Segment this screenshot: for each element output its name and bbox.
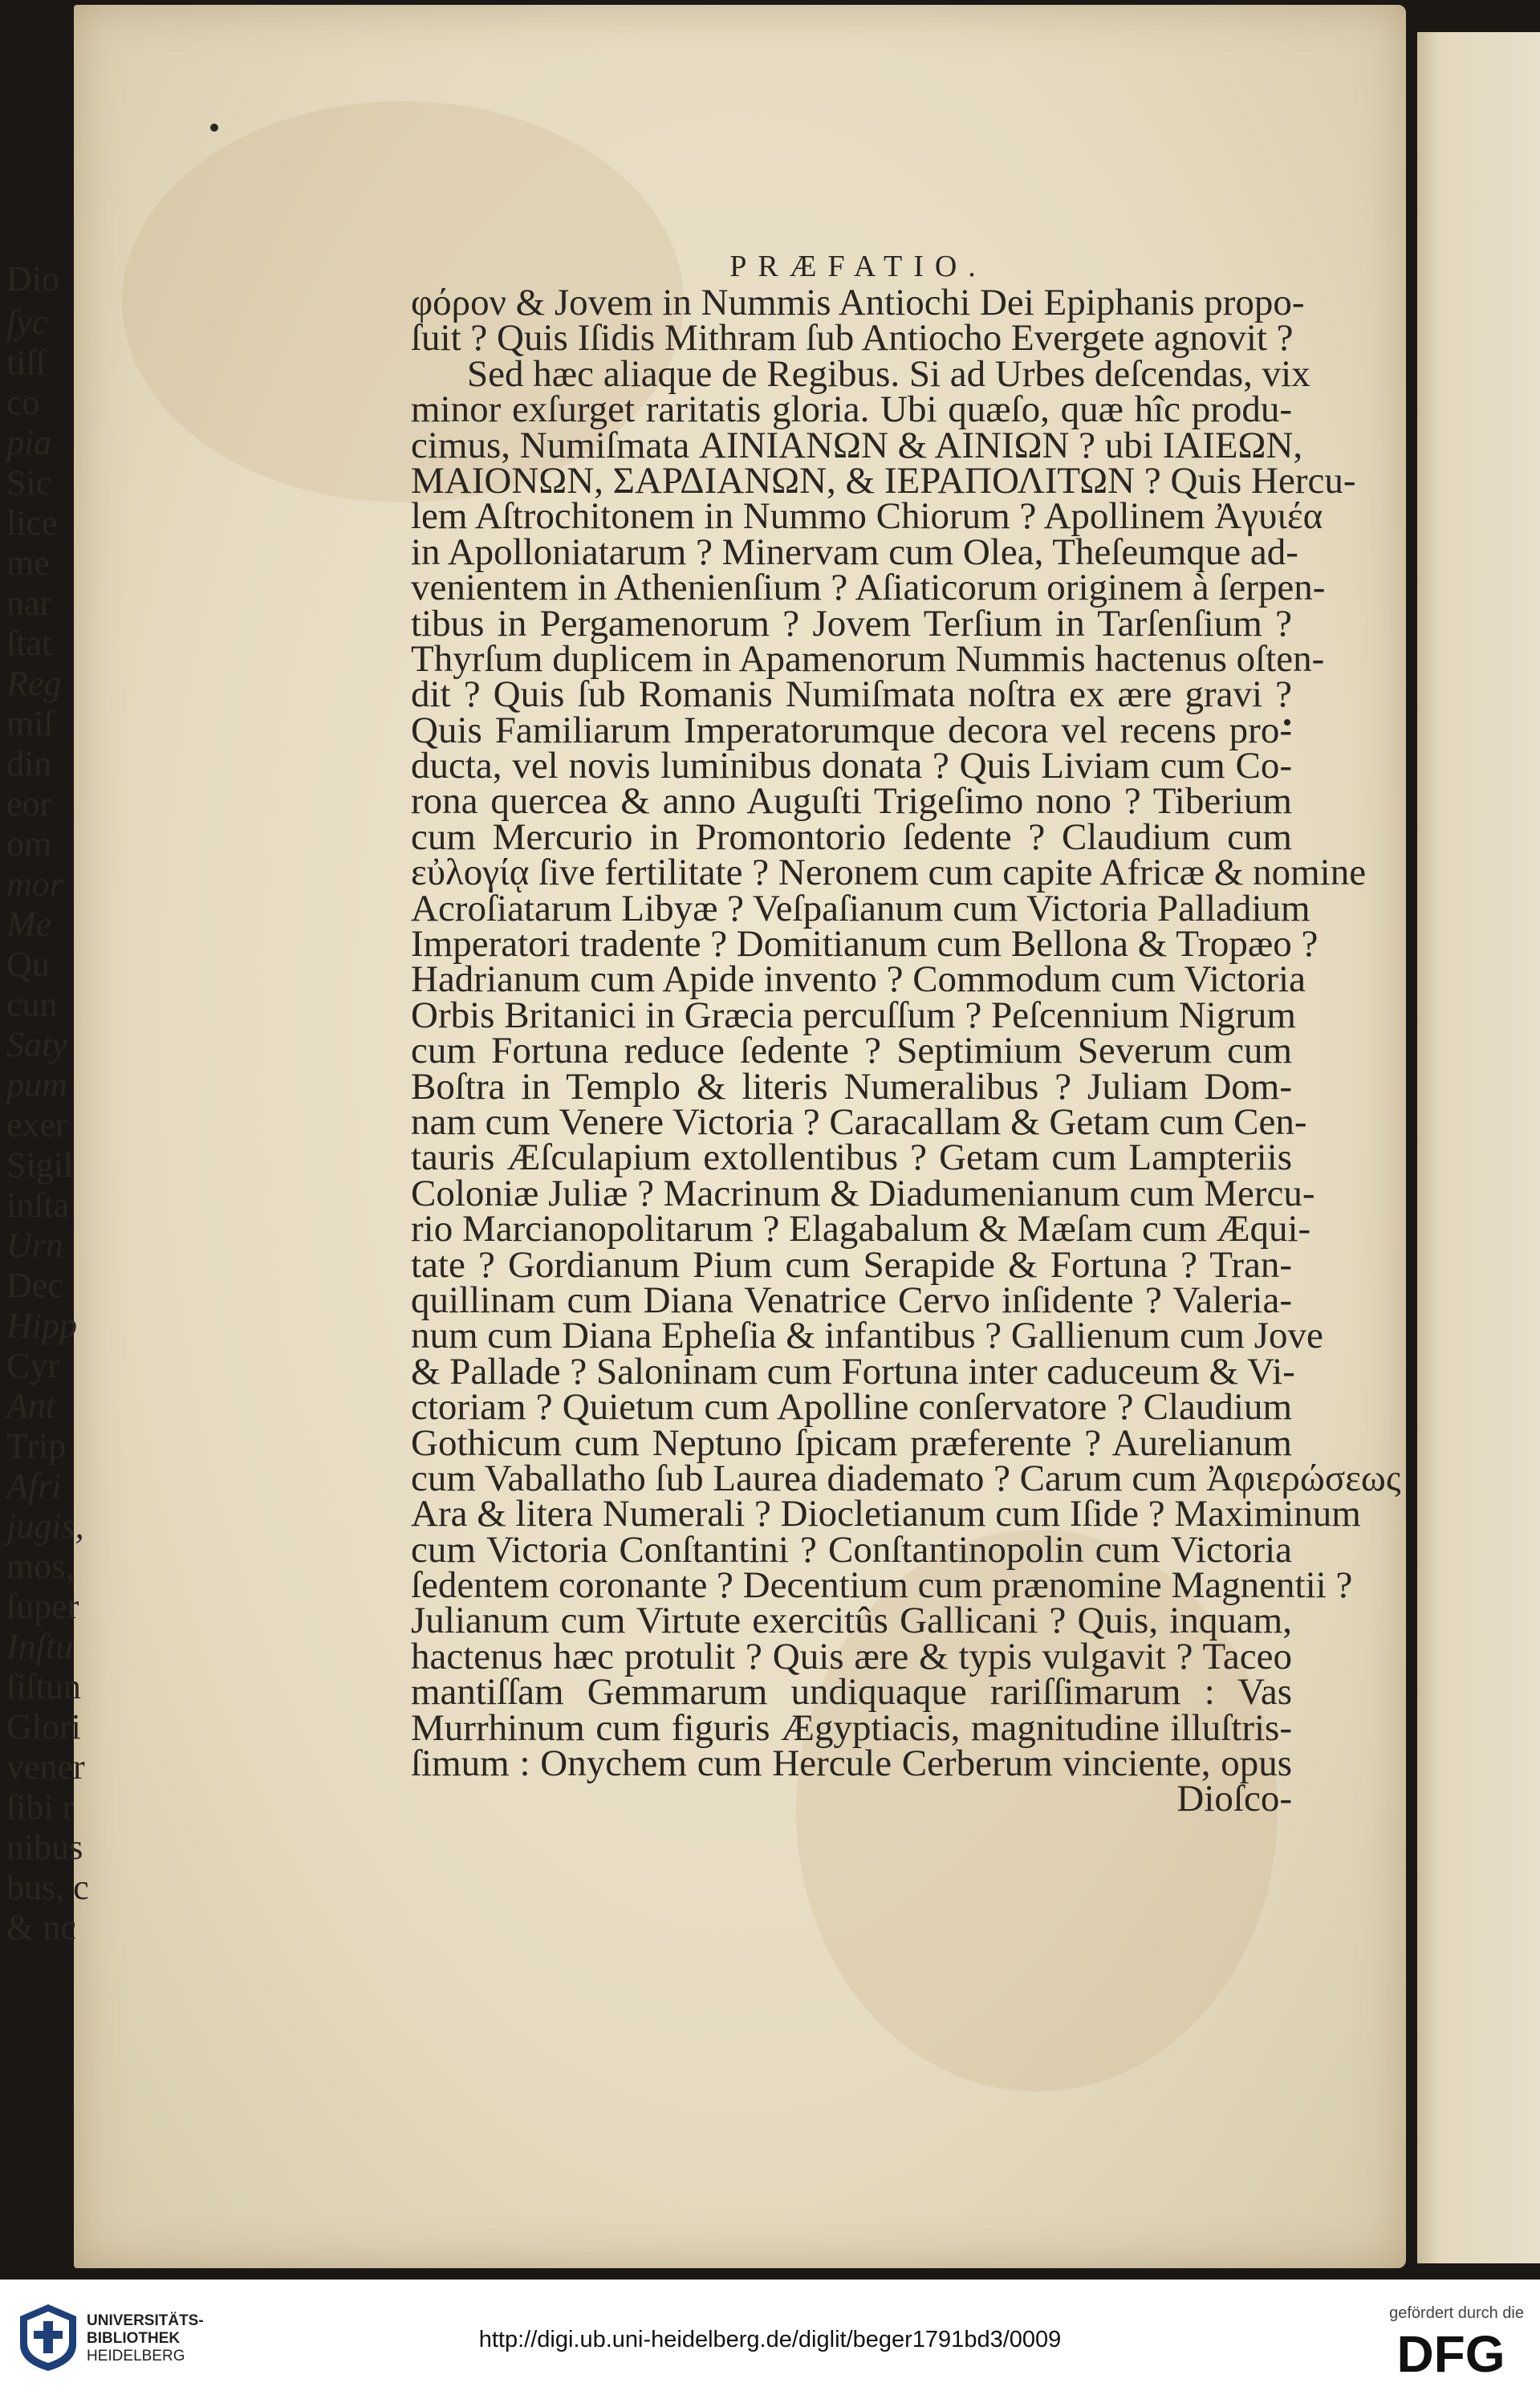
- page-heading-text: PRÆFATIO.: [729, 250, 987, 283]
- next-page-fragment: exer: [6, 1105, 67, 1145]
- next-page-fragment: Urn: [6, 1226, 63, 1265]
- next-page-fragment: mor: [6, 864, 63, 904]
- text-line: Quis Familiarum Imperatorumque decora vel recens pro-: [411, 709, 1292, 751]
- next-page-fragment: Cyr: [6, 1346, 59, 1385]
- next-page-fragment: Sic: [6, 463, 52, 502]
- text-line: dit ? Quis ſub Romanis Numiſmata noſtra ex ære gravi ?: [411, 673, 1292, 716]
- next-page-fragment: ſyc: [6, 303, 48, 342]
- next-page-fragment: me: [6, 543, 50, 583]
- next-page-fragment: vener: [6, 1747, 85, 1787]
- next-page-fragment: Glori: [6, 1707, 81, 1746]
- next-page-fragment: Reg: [6, 664, 62, 703]
- next-page-fragment: Me: [6, 905, 52, 944]
- text-line: tate ? Gordianum Pium cum Serapide & Fortuna ? Tran-: [411, 1243, 1292, 1286]
- next-page-fragment: ſibi r: [6, 1787, 75, 1827]
- next-page-fragment: om: [6, 824, 52, 864]
- text-line: tauris Æſculapium extollentibus ? Getam cum Lampteriis: [411, 1137, 1292, 1179]
- next-page-fragment: & nc: [6, 1908, 76, 1947]
- text-line: cum Fortuna reduce ſedente ? Septimium Severum cum: [411, 1030, 1292, 1072]
- next-page-fragment: din: [6, 744, 52, 783]
- funding-caption: gefördert durch die: [1389, 2304, 1524, 2322]
- text-line: Boſtra in Templo & literis Numeralibus ? Juliam Dom-: [411, 1065, 1292, 1108]
- text-line: Ara & litera Numerali ? Diocletianum cum Iſide ? Maximinum: [411, 1493, 1361, 1535]
- text-line: ΜΑΙΟΝΩΝ, ΣΑΡΔΙΑΝΩΝ, & ΙΕΡΑΠΟΛΙΤΩΝ ? Quis Hercu-: [411, 459, 1356, 502]
- next-page-fragment: Trip: [6, 1426, 67, 1466]
- text-line: nam cum Venere Victoria ? Caracallam & Getam cum Cen-: [411, 1100, 1307, 1143]
- text-line: in Apolloniatarum ? Minervam cum Olea, Theſeumque ad-: [411, 531, 1298, 573]
- library-name-line: HEIDELBERG: [87, 2348, 185, 2365]
- next-page-fragment: nibus: [6, 1828, 83, 1867]
- text-line: rio Marcianopolitarum ? Elagabalum & Mæſam cum Æqui-: [411, 1208, 1311, 1250]
- next-page-fragment: cun: [6, 985, 58, 1024]
- text-line: quillinam cum Diana Venatrice Cervo inſidente ? Valeria-: [411, 1279, 1292, 1321]
- next-page-fragment: pia: [6, 423, 52, 462]
- next-page-fragment: Afri: [6, 1466, 62, 1506]
- next-page-fragment: bus, c: [6, 1868, 89, 1907]
- next-page-fragment: ſiſtun: [6, 1667, 81, 1706]
- next-page-fragment: mos,: [6, 1547, 75, 1586]
- text-line: cum Mercurio in Promontorio ſedente ? Claudium cum: [411, 815, 1292, 858]
- text-line: hactenus hæc protulit ? Quis ære & typis vulgavit ? Taceo: [411, 1635, 1292, 1677]
- next-page-fragment: pum: [6, 1065, 67, 1104]
- source-url[interactable]: http://digi.ub.uni-heidelberg.de/diglit/beger1791bd3/0009: [478, 2327, 1062, 2352]
- text-line: εὐλογίᾳ ſive fertilitate ? Neronem cum capite Africæ & nomine: [411, 852, 1367, 894]
- next-page-fragment: eor: [6, 784, 52, 823]
- text-line: Sed hæc aliaque de Regibus. Si ad Urbes deſcendas, vix: [467, 352, 1310, 395]
- text-line: Acroſiatarum Libyæ ? Veſpaſianum cum Victoria Palladium: [411, 887, 1310, 929]
- dfg-logo-icon: [1379, 2325, 1522, 2383]
- next-page-fragment: lice: [6, 503, 58, 543]
- text-line: Murrhinum cum figuris Ægyptiacis, magnitudine illuſtris-: [411, 1706, 1292, 1749]
- text-line: ctoriam ? Quietum cum Apolline conſervatore ? Claudium: [411, 1386, 1292, 1429]
- text-line: Imperatori tradente ? Domitianum cum Bellona & Tropæo ?: [411, 923, 1319, 966]
- footer-bar: [0, 2279, 1540, 2395]
- text-line: venientem in Athenienſium ? Aſiaticorum originem à ſerpen-: [411, 567, 1326, 609]
- next-page-fragment: Dec: [6, 1266, 63, 1305]
- text-line: Hadrianum cum Apide invento ? Commodum cum Victoria: [411, 958, 1306, 1001]
- next-page-fragment: Saty: [6, 1025, 67, 1064]
- next-page-fragment: ſtat: [6, 624, 52, 663]
- text-line: mantiſſam Gemmarum undiquaque rariſſimarum : Vas: [411, 1671, 1292, 1714]
- text-line: lem Aſtrochitonem in Nummo Chiorum ? Apollinem Ἀγυιέα: [411, 495, 1323, 538]
- text-line: Thyrſum duplicem in Apamenorum Nummis hactenus oſten-: [411, 637, 1325, 680]
- text-line: ſedentem coronante ? Decentium cum prænomine Magnentii ?: [411, 1564, 1353, 1607]
- dfg-logo-text: DFG: [1396, 2325, 1505, 2383]
- next-page-fragment: inſta: [6, 1185, 70, 1225]
- catchword: Dioſco-: [1176, 1778, 1292, 1820]
- next-page-fragment: tiſſ: [6, 343, 46, 382]
- next-page-fragment: Qu: [6, 945, 50, 984]
- next-page-fragment: jugis,: [6, 1507, 84, 1546]
- text-line: tibus in Pergamenorum ? Jovem Terſium in Tarſenſium ?: [411, 602, 1292, 644]
- text-line: Julianum cum Virtute exercitûs Gallicani ? Quis, inquam,: [411, 1600, 1292, 1642]
- next-page-fragment: Hipp: [6, 1306, 77, 1345]
- text-line: rona quercea & anno Auguſti Trigeſimo nono ? Tiberium: [411, 780, 1292, 823]
- library-name-line: UNIVERSITÄTS-: [87, 2312, 204, 2329]
- next-page-fragment: miſ: [6, 704, 54, 743]
- text-line: ſuit ? Quis Iſidis Mithram ſub Antiocho Evergete agnovit ?: [411, 317, 1294, 360]
- text-line: cimus, Numiſmata ΑΙΝΙΑΝΩΝ & ΑΙΝΙΩΝ ? ubi ΙΑΙΕΩΝ,: [411, 424, 1303, 466]
- page-body-text: [411, 282, 1401, 1820]
- text-line: minor exſurget raritatis gloria. Ubi quæſo, quæ hîc produ-: [411, 388, 1292, 431]
- text-line: ſimum : Onychem cum Hercule Cerberum vinciente, opus: [411, 1742, 1292, 1785]
- next-page-fragment: Inſtu: [6, 1627, 74, 1666]
- next-page-fragment: Ant: [6, 1386, 56, 1425]
- next-page-fragment: co: [6, 383, 40, 422]
- ink-blot: [210, 124, 218, 132]
- text-line: num cum Diana Epheſia & infantibus ? Gallienum cum Jove: [411, 1315, 1323, 1357]
- next-page-fragment: nar: [6, 584, 52, 623]
- next-page-fragment: Dio: [6, 259, 59, 299]
- next-page-fragment: Sigil: [6, 1145, 74, 1185]
- next-page-edge: [1417, 32, 1540, 2263]
- next-page-fragment: ſuper: [6, 1587, 79, 1626]
- text-line: φόρον & Jovem in Nummis Antiochi Dei Epiphanis propo-: [411, 282, 1305, 323]
- text-line: ducta, vel novis luminibus donata ? Quis Liviam cum Co-: [411, 745, 1292, 787]
- text-line: Coloniæ Juliæ ? Macrinum & Diadumenianum cum Mercu-: [411, 1172, 1315, 1214]
- page-heading: [0, 249, 1540, 284]
- text-line: & Pallade ? Saloninam cum Fortuna inter caduceum & Vi-: [411, 1350, 1295, 1393]
- text-line: cum Vaballatho ſub Laurea diademato ? Carum cum Ἀφιερώσεως: [411, 1457, 1401, 1499]
- text-line: Gothicum cum Neptuno ſpicam præferente ? Aurelianum: [411, 1421, 1292, 1464]
- library-name-line: BIBLIOTHEK: [87, 2330, 181, 2347]
- text-line: cum Victoria Conſtantini ? Conſtantinopolin cum Victoria: [411, 1528, 1292, 1571]
- text-line: Orbis Britanici in Græcia percuſſum ? Peſcennium Nigrum: [411, 994, 1296, 1036]
